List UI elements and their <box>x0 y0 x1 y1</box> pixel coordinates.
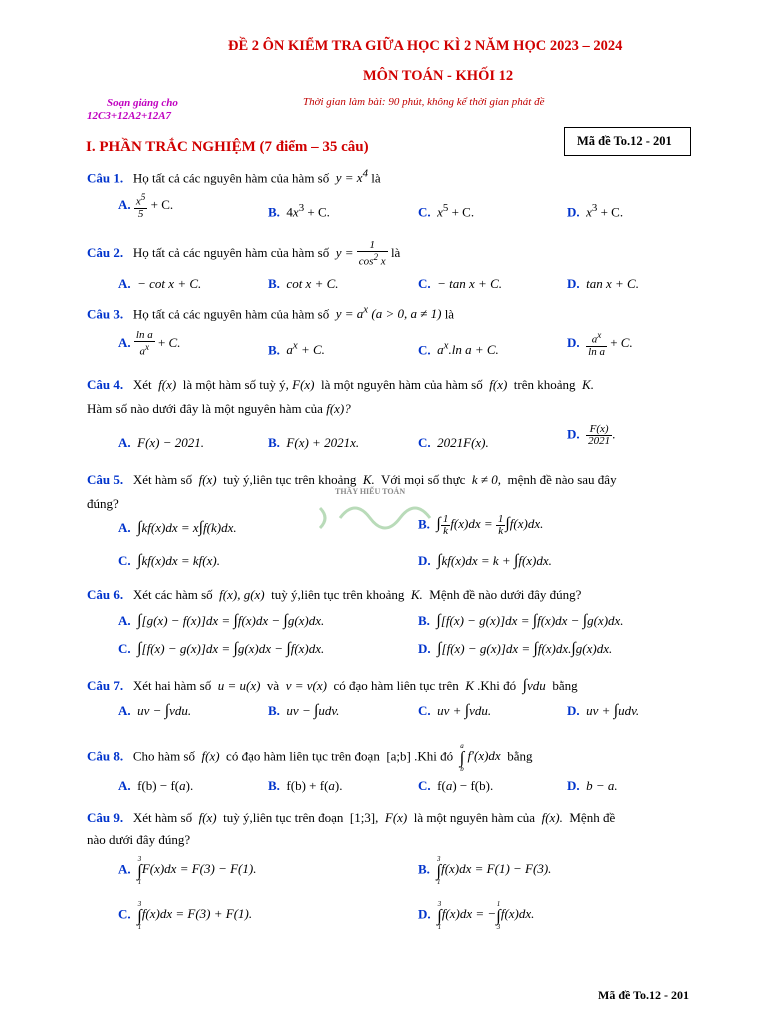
q4-option-c[interactable]: C. 2021F(x). <box>418 435 489 450</box>
option-label: C. <box>418 342 431 358</box>
q7-option-c[interactable]: C. uv + ∫vdu. <box>418 702 492 719</box>
question-8: Câu 8. Cho hàm số f(x) có đạo hàm liên tục trên đoạn [a;b] .Khi đó a ∫ b f′(x)dx bằng <box>87 742 533 773</box>
option-label: B. <box>268 204 280 220</box>
option-label: C. <box>418 703 431 718</box>
question-number: Câu 3. <box>87 306 124 322</box>
option-label: B. <box>268 342 280 358</box>
q3-option-d[interactable]: D. $\frac{a^x}{\text{ln a}}$ + C. <box>567 330 633 358</box>
q6-option-c[interactable]: C. ∫[f(x) − g(x)]dx = ∫g(x)dx − ∫f(x)dx. <box>118 640 325 657</box>
question-stem: Xét hai hàm số <box>132 678 212 693</box>
math-expr: $y = a^x$ (a > 0, a ≠ 1) <box>332 304 442 322</box>
question-stem: Xét các hàm số <box>132 587 213 602</box>
option-label: C. <box>418 778 431 793</box>
option-label: A. <box>118 861 131 877</box>
q5-option-d[interactable]: D. ∫kf(x)dx = k + ∫f(x)dx. <box>418 552 552 569</box>
option-label: A. <box>118 435 131 450</box>
question-stem-part: là một nguyên hàm của <box>413 810 536 825</box>
option-label: B. <box>268 435 280 450</box>
q8-option-c[interactable]: C. f(a) − f(b). <box>418 778 494 793</box>
question-tail: là <box>390 244 401 260</box>
question-4-line2: Hàm số nào dưới đây là một nguyên hàm của f(x)? <box>87 401 351 416</box>
q3-option-a[interactable]: A. $\frac{\text{ln a}}{a^x}$ + C. <box>118 329 181 358</box>
question-5-line2: đúng? <box>87 496 119 511</box>
question-4: Câu 4. Xét f(x) là một hàm số tuỳ ý, F(x) là một nguyên hàm của hàm số f(x) trên khoảng K. <box>87 377 594 392</box>
question-tail: là <box>371 170 381 186</box>
question-stem-part: .Khi đó <box>414 748 454 764</box>
question-stem-part: Mệnh đề nào dưới đây đúng? <box>429 587 582 602</box>
question-1 <box>87 168 381 186</box>
option-label: C. <box>118 906 131 922</box>
question-stem-part: mệnh đề nào sau đây <box>507 472 617 487</box>
option-label: B. <box>418 516 430 532</box>
q9-option-c[interactable]: C. 3 ∫ 1 f(x)dx = F(3) + F(1). <box>118 900 253 931</box>
question-stem-part: là một hàm số tuỳ ý, <box>182 377 289 392</box>
q8-option-b[interactable]: B. f(b) + f(a). <box>268 778 343 793</box>
question-stem: Họ tất cả các nguyên hàm của hàm số <box>132 244 330 260</box>
option-label: B. <box>418 861 430 877</box>
option-label: D. <box>567 703 580 718</box>
option-label: B. <box>418 613 430 628</box>
q9-option-a[interactable]: A. 3 ∫ 1 F(x)dx = F(3) − F(1). <box>118 855 257 886</box>
question-stem: Cho hàm số <box>132 748 195 764</box>
q4-option-a[interactable]: A. F(x) − 2021. <box>118 435 205 450</box>
exam-code-box: Mã đề To.12 - 201 <box>564 127 691 156</box>
time-note: Thời gian làm bài: 90 phút, không kể thời gian phát đề <box>303 96 545 108</box>
q6-option-d[interactable]: D. ∫[f(x) − g(x)]dx = ∫f(x)dx.∫g(x)dx. <box>418 640 613 657</box>
option-label: C. <box>418 204 431 220</box>
prepared-for-label: Soạn giảng cho <box>107 97 178 109</box>
prepared-for-classes: 12C3+12A2+12A7 <box>87 110 172 122</box>
question-3 <box>87 304 454 322</box>
option-label: A. <box>118 778 131 793</box>
question-number: Câu 9. <box>87 810 124 825</box>
subject-title: MÔN TOÁN - KHỐI 12 <box>363 68 514 84</box>
q2-option-c[interactable]: C. − tan x + C. <box>418 276 502 291</box>
q2-option-d[interactable]: D. tan x + C. <box>567 276 639 291</box>
option-label: A. <box>118 703 131 718</box>
question-stem: Xét hàm số <box>132 472 193 487</box>
question-tail: là <box>444 306 455 322</box>
q1-option-d[interactable]: D. $x^3 + C$. <box>567 202 624 220</box>
q8-option-a[interactable]: A. f(b) − f(a). <box>118 778 194 793</box>
question-number: Câu 5. <box>87 472 124 487</box>
question-number: Câu 7. <box>87 678 124 693</box>
q5-option-b[interactable]: B. ∫ $\frac{1}{k}$ f(x)dx = $\frac{1}{k}$ ∫f(x)dx. <box>418 513 544 537</box>
question-number: Câu 2. <box>87 244 124 260</box>
option-label: D. <box>418 641 431 656</box>
option-label: A. <box>118 613 131 628</box>
question-stem-part: và <box>266 678 280 693</box>
question-stem-part: có đạo hàm liên tục trên <box>333 678 459 693</box>
option-label: D. <box>567 426 580 442</box>
question-stem-part: Với mọi số thực <box>381 472 466 487</box>
math-expr: $y = x^4$ <box>332 168 368 186</box>
math-expr: $\frac{x^5}{5}$ <box>135 192 146 220</box>
question-number: Câu 6. <box>87 587 124 602</box>
question-number: Câu 8. <box>87 748 124 764</box>
question-stem-part: có đạo hàm liên tục trên đoạn <box>226 748 380 764</box>
option-label: C. <box>118 553 131 568</box>
option-label: B. <box>268 276 280 291</box>
option-label: D. <box>567 204 580 220</box>
option-label: A. <box>118 520 131 535</box>
q5-option-a[interactable]: A. ∫kf(x)dx = x∫f(k)dx. <box>118 519 237 536</box>
option-label: D. <box>418 553 431 568</box>
question-stem: Họ tất cả các nguyên hàm của hàm số <box>132 170 330 186</box>
q2-option-a[interactable]: A. − cot x + C. <box>118 276 202 291</box>
option-label: C. <box>418 276 431 291</box>
q3-option-b[interactable]: B. $a^x + C$. <box>268 340 325 358</box>
section-heading: I. PHẦN TRẮC NGHIỆM (7 điểm – 35 câu) <box>86 139 369 155</box>
q4-option-b[interactable]: B. F(x) + 2021x. <box>268 435 360 450</box>
q5-option-c[interactable]: C. ∫kf(x)dx = kf(x). <box>118 552 220 569</box>
question-2 <box>87 240 400 268</box>
question-stem: Xét hàm số <box>132 810 193 825</box>
question-tail: bằng <box>507 748 533 764</box>
q9-option-d[interactable]: D. 3 ∫ 1 f(x)dx = − 1 ∫ 3 f(x)dx. <box>418 900 535 931</box>
question-tail: bằng <box>552 678 578 693</box>
question-9-line2: nào dưới đây đúng? <box>87 832 191 847</box>
option-label: B. <box>268 778 280 793</box>
question-9: Câu 9. Xét hàm số f(x) tuỳ ý,liên tục trên đoạn [1;3], F(x) là một nguyên hàm của f(x). Mệnh đề <box>87 810 616 825</box>
exam-title: ĐỀ 2 ÔN KIỂM TRA GIỮA HỌC KÌ 2 NĂM HỌC 2023 – 2024 <box>228 38 623 54</box>
q7-option-a[interactable]: A. uv − ∫vdu. <box>118 702 192 719</box>
q4-option-d[interactable]: D. $\frac{F(x)}{2021}$ . <box>567 423 616 447</box>
option-label: C. <box>418 435 431 450</box>
option-label: D. <box>418 906 431 922</box>
question-stem: Xét <box>132 377 152 392</box>
q7-option-d[interactable]: D. uv + ∫udv. <box>567 702 640 719</box>
q6-option-b[interactable]: B. ∫[f(x) − g(x)]dx = ∫f(x)dx − ∫g(x)dx. <box>418 612 624 629</box>
option-label: A. <box>118 334 131 350</box>
math-expr: y = $\frac{1}{\cos^2 x}$ <box>332 239 386 268</box>
q9-option-b[interactable]: B. 3 ∫ 1 f(x)dx = F(1) − F(3). <box>418 855 552 886</box>
option-label: D. <box>567 276 580 291</box>
question-stem: Họ tất cả các nguyên hàm của hàm số <box>132 306 330 322</box>
question-stem-part: là một nguyên hàm của hàm số <box>321 377 483 392</box>
footer-exam-code: Mã đề To.12 - 201 <box>598 988 690 1002</box>
option-label: B. <box>268 703 280 718</box>
option-label: C. <box>118 641 131 656</box>
q3-option-c[interactable]: C. $a^x.\ln$ a + C. <box>418 340 499 358</box>
option-label: D. <box>567 778 580 793</box>
question-number: Câu 1. <box>87 170 124 186</box>
question-stem-part: Mệnh đề <box>569 810 616 825</box>
q1-option-b[interactable]: B. $4x^3 + C$. <box>268 202 330 220</box>
question-7: Câu 7. Xét hai hàm số u = u(x) và v = v(x) có đạo hàm liên tục trên K .Khi đó ∫vdu bằng <box>87 677 578 694</box>
question-stem-part: tuỳ ý,liên tục trên đoạn <box>223 810 344 825</box>
q2-option-b[interactable]: B. cot x + C. <box>268 276 339 291</box>
question-stem-part: .Khi đó <box>477 678 517 693</box>
question-stem-part: Hàm số nào dưới đây là một nguyên hàm của <box>87 401 323 416</box>
question-5: Câu 5. Xét hàm số f(x) tuỳ ý,liên tục trên khoảng K. Với mọi số thực k ≠ 0, mệnh đề nào sau đây <box>87 472 617 487</box>
question-number: Câu 4. <box>87 377 124 392</box>
question-stem-part: trên khoảng <box>513 377 576 392</box>
q1-option-c[interactable]: C. $x^5 + C$. <box>418 202 475 220</box>
question-6: Câu 6. Xét các hàm số f(x), g(x) tuỳ ý,liên tục trên khoảng K. Mệnh đề nào dưới đây đúng? <box>87 587 582 602</box>
q6-option-a[interactable]: A. ∫[g(x) − f(x)]dx = ∫f(x)dx − ∫g(x)dx. <box>118 612 325 629</box>
question-stem-part: tuỳ ý,liên tục trên khoảng <box>271 587 405 602</box>
option-label: D. <box>567 334 580 350</box>
q1-option-a[interactable]: A. $\frac{x^5}{5}$ + C. <box>118 192 174 220</box>
option-label: A. <box>118 196 131 212</box>
option-label: A. <box>118 276 131 291</box>
q8-option-d[interactable]: D. b − a. <box>567 778 618 793</box>
watermark-text: THẦY HIẾU TOÁN <box>335 487 406 496</box>
question-stem-part: tuỳ ý,liên tục trên khoảng <box>223 472 357 487</box>
q7-option-b[interactable]: B. uv − ∫udv. <box>268 702 340 719</box>
